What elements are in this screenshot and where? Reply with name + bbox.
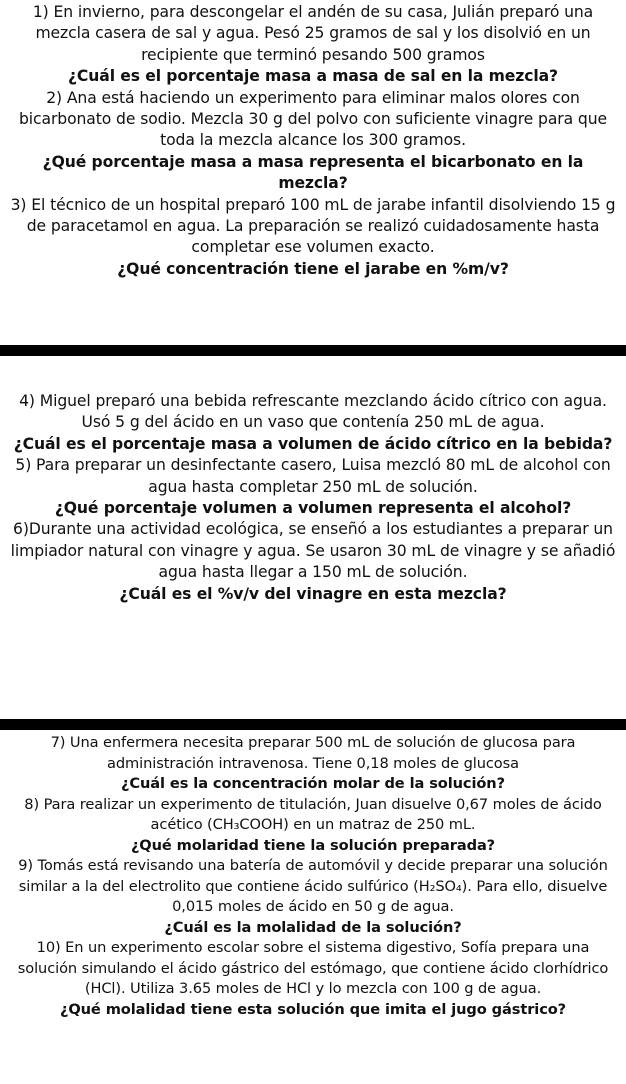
problem-5 — [6, 455, 620, 519]
problem-7-statement: 7) Una enfermera necesita preparar 500 mL de solución de glucosa para administración intravenosa. Tiene 0,18 moles de glucosa — [50, 734, 576, 772]
problem-10 — [6, 938, 620, 1020]
problem-2 — [6, 88, 620, 195]
problem-6 — [6, 519, 620, 605]
worksheet-section-2 — [0, 391, 626, 605]
problem-9-question: ¿Cuál es la molalidad de la solución? — [164, 918, 462, 936]
problem-7-question: ¿Cuál es la concentración molar de la solución? — [121, 775, 505, 792]
problem-10-question: ¿Qué molalidad tiene esta solución que imita el jugo gástrico? — [59, 1000, 567, 1018]
problem-3-statement: 3) El técnico de un hospital preparó 100 mL de jarabe infantil disolviendo 15 g de paracetamol en agua. La preparación se realizó cuidadosamente hasta completar ese volumen exacto. — [10, 195, 616, 257]
worksheet-section-1 — [0, 2, 626, 280]
problem-3-question: ¿Qué concentración tiene el jarabe en %m/v? — [117, 259, 509, 278]
worksheet-section-3 — [0, 733, 626, 1020]
problem-6-statement: 6)Durante una actividad ecológica, se enseñó a los estudiantes a preparar un limpiador natural con vinagre y agua. Se usaron 30 mL de vinagre y se añadió agua hasta llegar a 150 mL de solución. — [10, 520, 616, 582]
problem-6-question: ¿Cuál es el %v/v del vinagre en esta mezcla? — [119, 584, 507, 603]
problem-4-statement: 4) Miguel preparó una bebida refrescante mezclando ácido cítrico con agua. Usó 5 g del ácido en un vaso que contenía 250 mL de agua. — [19, 392, 607, 432]
problem-7 — [6, 733, 620, 795]
problem-3 — [6, 195, 620, 281]
section-divider-2 — [0, 719, 626, 730]
problem-1-question: ¿Cuál es el porcentaje masa a masa de sal en la mezcla? — [67, 67, 558, 86]
problem-1-statement: 1) En invierno, para descongelar el andén de su casa, Julián preparó una mezcla casera de sal y agua. Pesó 25 gramos de sal y los disolvió en un recipiente que terminó pesando 500 gramos — [32, 3, 594, 64]
problem-9 — [6, 856, 620, 938]
problem-2-question: ¿Qué porcentaje masa a masa representa el bicarbonato en la mezcla? — [42, 152, 584, 193]
problem-8 — [6, 795, 620, 857]
problem-4 — [6, 391, 620, 455]
problem-5-question: ¿Qué porcentaje volumen a volumen representa el alcohol? — [54, 499, 572, 518]
problem-1 — [6, 2, 620, 88]
problem-4-question: ¿Cuál es el porcentaje masa a volumen de ácido cítrico en la bebida? — [13, 434, 613, 453]
problem-10-statement: 10) En un experimento escolar sobre el sistema digestivo, Sofía prepara una solución simulando el ácido gástrico del estómago, que contiene ácido clorhídrico (HCl). Utiliza 3.65 moles de HCl y lo mezcla con 100 g de agua. — [17, 939, 609, 997]
problem-8-question: ¿Qué molaridad tiene la solución preparada? — [130, 836, 496, 854]
problem-8-statement: 8) Para realizar un experimento de titulación, Juan disuelve 0,67 moles de ácido acético (CH₃COOH) en un matraz de 250 mL. — [24, 795, 602, 833]
problem-9-statement: 9) Tomás está revisando una batería de automóvil y decide preparar una solución similar a la del electrolito que contiene ácido sulfúrico (H₂SO₄). Para ello, disuelve 0,015 moles de ácido en 50 g de agua. — [18, 857, 608, 915]
problem-5-statement: 5) Para preparar un desinfectante casero, Luisa mezcló 80 mL de alcohol con agua hasta completar 250 mL de solución. — [15, 456, 611, 496]
problem-2-statement: 2) Ana está haciendo un experimento para eliminar malos olores con bicarbonato de sodio. Mezcla 30 g del polvo con suficiente vinagre para que toda la mezcla alcance los 300 gramos. — [19, 88, 607, 150]
section-divider-1 — [0, 345, 626, 356]
